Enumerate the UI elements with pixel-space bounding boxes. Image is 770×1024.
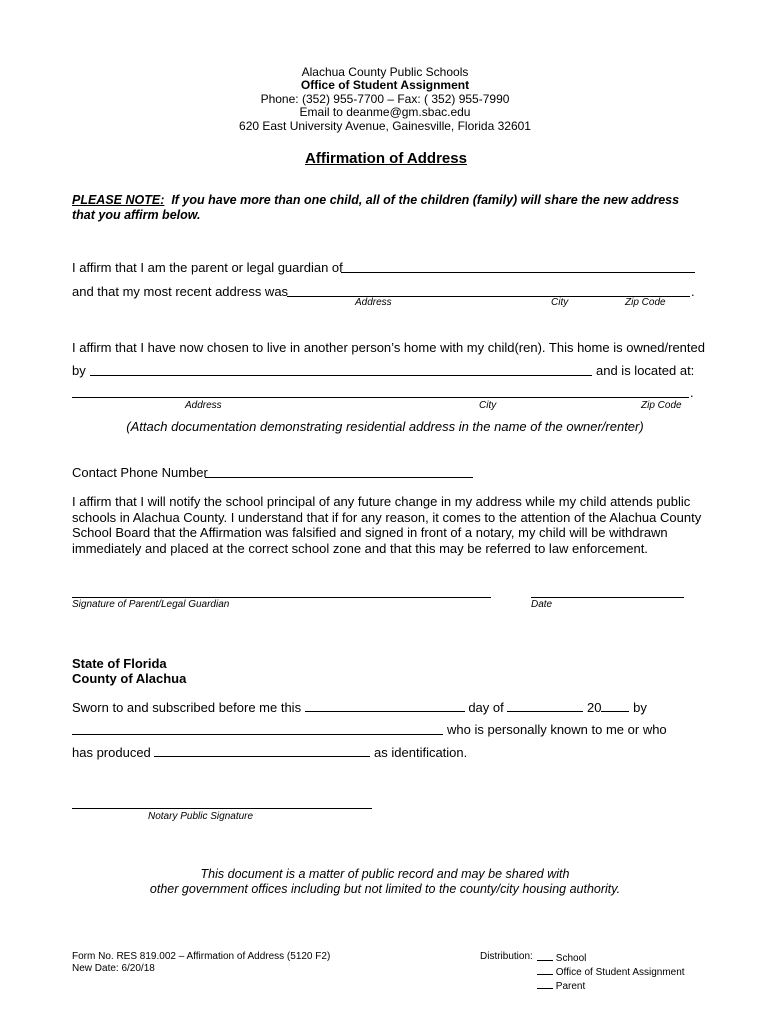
header-phone-fax: Phone: (352) 955-7700 – Fax: ( 352) 955-7990 [260,92,510,106]
public-record-line2: other government offices including but not limited to the county/city housing authority. [149,882,621,896]
new-address-field[interactable] [72,397,689,398]
child-name-field[interactable] [341,272,695,273]
distribution-item-school [537,951,685,965]
recent-city-label: City [551,297,569,308]
recent-address-period: . [691,284,695,299]
affirm-line-4: immediately and placed at the correct school zone and that this may be referred to law enforcement. [72,540,648,556]
date-label: Date [531,599,553,610]
affirm-line-3: School Board that the Affirmation was falsified and signed in front of a notary, my child will be withdrawn [72,525,668,540]
identification-text: as identification. [374,745,468,760]
please-note-line2: that you affirm below. [72,208,201,222]
sworn-by-text: by [633,700,647,715]
affirm-line-2: schools in Alachua County. I understand that if for any reason, it comes to the attention of the Alachua County [72,509,702,525]
form-new-date: New Date: 6/20/18 [72,963,155,974]
form-number: Form No. RES 819.002 – Affirmation of Address (5120 F2) [72,951,331,962]
distribution-check-office[interactable] [537,965,553,975]
notary-state: State of Florida [72,656,167,671]
distribution-school-label: School [555,953,587,964]
page-title: Affirmation of Address [305,150,467,167]
sworn-year-field[interactable] [601,701,629,712]
sworn-month-field[interactable] [507,701,583,712]
located-at-label: and is located at: [596,363,695,378]
distribution-label: Distribution: [480,951,533,962]
attach-note: (Attach documentation demonstrating residential address in the name of the owner/renter) [126,419,644,434]
please-note-line1: If you have more than one child, all of the children (family) will share the new address [171,193,680,207]
header-office: Office of Student Assignment [300,78,470,92]
personally-known-text: who is personally known to me or who [447,722,667,737]
distribution-parent-label: Parent [555,981,586,992]
new-zip-label: Zip Code [641,400,682,411]
header-org: Alachua County Public Schools [301,65,469,79]
produced-text: has produced [72,745,151,760]
day-of-text: day of [468,700,504,715]
new-address-period: . [690,385,694,400]
please-note-label: PLEASE NOTE: [72,193,165,207]
distribution-check-parent[interactable] [537,979,553,989]
signature-label: Signature of Parent/Legal Guardian [72,599,230,610]
owner-by-label: by [72,363,86,378]
recent-address-label: Address [355,297,392,308]
notary-county: County of Alachua [72,671,187,686]
affirm-line-1: I affirm that I will notify the school principal of any future change in my address while my child attends public [72,494,691,509]
another-home-statement: I affirm that I have now chosen to live in another person’s home with my child(ren). This home is owned/rented [72,340,705,355]
sworn-text: Sworn to and subscribed before me this [72,700,302,715]
notary-signature-label: Notary Public Signature [148,811,254,822]
header-address: 620 East University Avenue, Gainesville, Florida 32601 [239,119,531,133]
recent-zip-label: Zip Code [625,297,666,308]
sworn-day-field[interactable] [305,701,465,712]
notary-signature-field[interactable] [72,808,372,809]
identification-field[interactable] [154,746,370,757]
distribution-item-office [537,965,685,979]
contact-phone-field[interactable] [205,477,473,478]
year-prefix: 20 [587,700,602,715]
public-record-line1: This document is a matter of public record and may be shared with [200,867,570,881]
affirm-paragraph [72,494,722,556]
header-email: Email to deanme@gm.sbac.edu [299,105,471,119]
new-city-label: City [479,400,497,411]
new-address-label: Address [185,400,222,411]
distribution-check-school[interactable] [537,951,553,961]
produced-line [72,745,467,760]
parent-signature-field[interactable] [72,597,491,598]
owner-name-field[interactable] [90,375,592,376]
recent-address-statement: and that my most recent address was [72,284,289,299]
sworn-person-field[interactable] [72,734,443,735]
distribution-office-label: Office of Student Assignment [555,967,685,978]
guardian-statement: I affirm that I am the parent or legal guardian of [72,260,343,275]
distribution-item-parent [537,979,685,993]
contact-phone-label: Contact Phone Number [72,465,208,480]
distribution-list [537,951,685,993]
signature-date-field[interactable] [531,597,684,598]
sworn-line [72,700,647,715]
please-note [72,193,712,223]
